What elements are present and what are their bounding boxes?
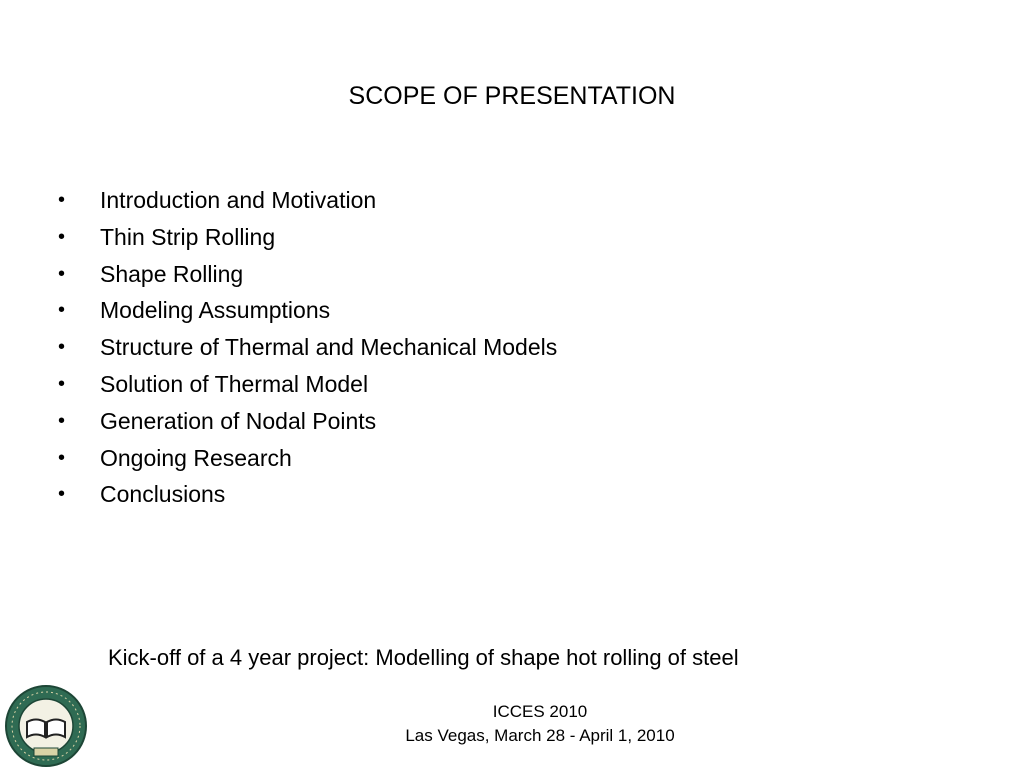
bullet-marker: • (58, 372, 66, 395)
list-item (58, 294, 557, 331)
bullet-marker: • (58, 336, 66, 359)
topic-text: Modeling Assumptions (100, 297, 331, 324)
topic-text: Shape Rolling (100, 260, 244, 287)
list-item (58, 368, 557, 405)
footer (340, 700, 740, 748)
list-item (58, 184, 557, 221)
bullet-marker: • (58, 409, 66, 432)
slide-title: SCOPE OF PRESENTATION (348, 82, 676, 110)
seal-icon (4, 684, 88, 768)
conference-name: ICCES 2010 (492, 702, 588, 721)
topic-text: Thin Strip Rolling (100, 223, 276, 250)
topic-text: Solution of Thermal Model (100, 370, 369, 397)
list-item (58, 405, 557, 442)
seal-book-left-page (27, 720, 45, 738)
topics-list (58, 184, 557, 515)
list-item (58, 221, 557, 258)
university-seal-logo (4, 684, 88, 768)
bullet-marker: • (58, 483, 66, 506)
topic-text: Generation of Nodal Points (100, 407, 377, 434)
bullet-marker: • (58, 262, 66, 285)
topic-text: Ongoing Research (100, 444, 292, 471)
list-item (58, 331, 557, 368)
seal-book-right-page (47, 720, 65, 738)
topic-text: Structure of Thermal and Mechanical Models (100, 334, 558, 361)
list-item (58, 442, 557, 479)
list-item (58, 478, 557, 515)
bullet-marker: • (58, 299, 66, 322)
topic-text: Introduction and Motivation (100, 187, 377, 213)
kickoff-note: Kick-off of a 4 year project: Modelling of shape hot rolling of steel (108, 645, 739, 670)
seal-ribbon (34, 748, 58, 756)
conference-location-date: Las Vegas, March 28 - April 1, 2010 (405, 726, 675, 745)
bullet-marker: • (58, 189, 66, 211)
list-item (58, 258, 557, 295)
bullet-marker: • (58, 446, 66, 469)
topic-text: Conclusions (100, 481, 226, 508)
bullet-marker: • (58, 225, 66, 248)
